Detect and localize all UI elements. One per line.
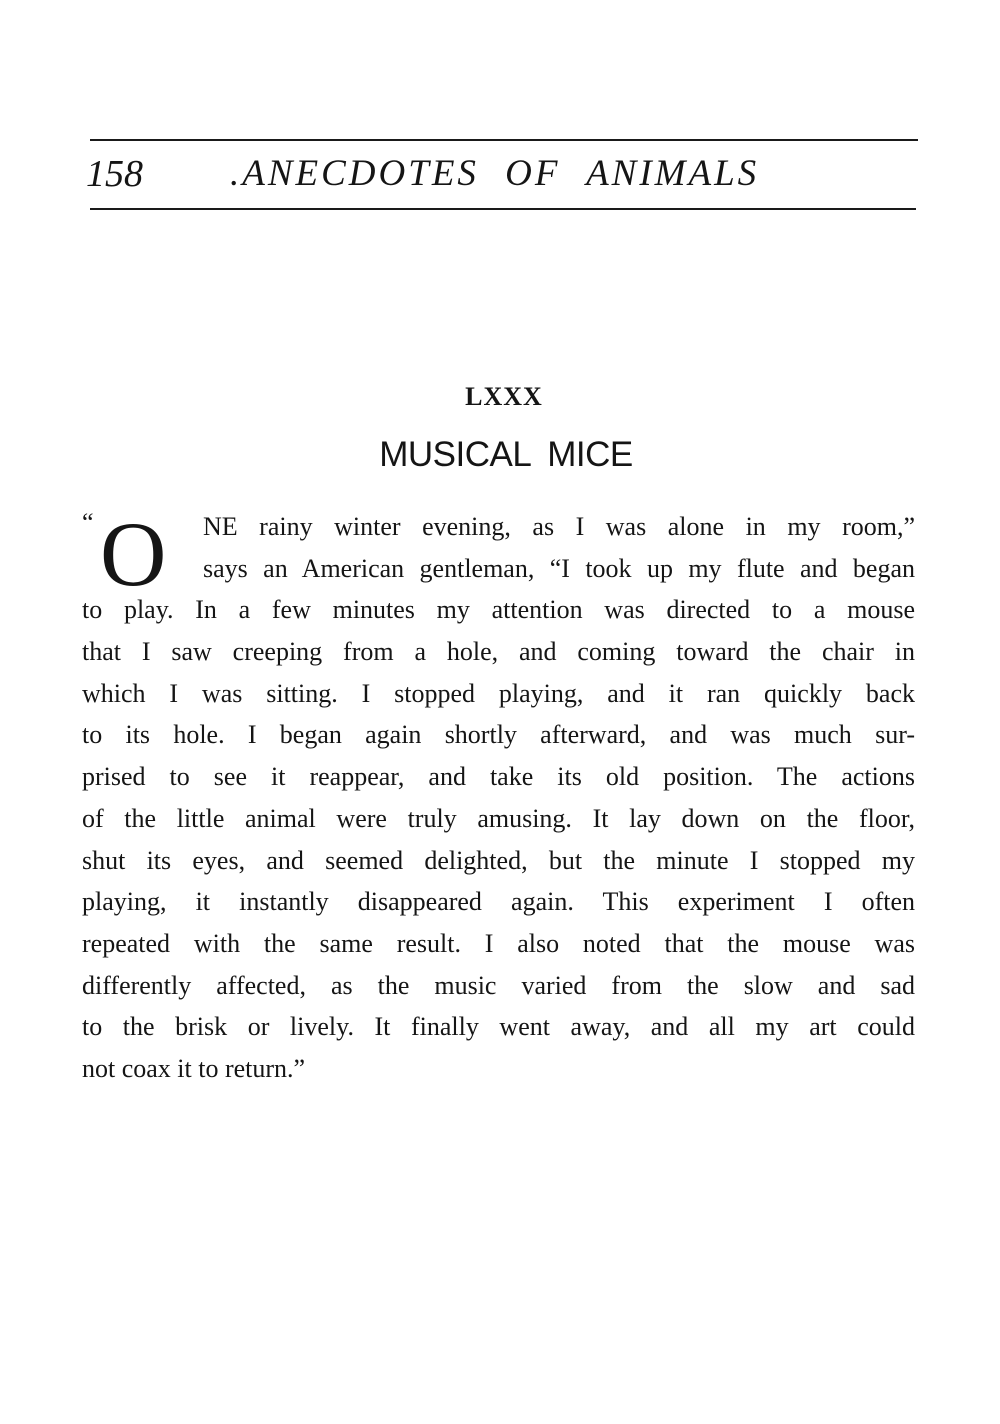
paragraph-line: to play. In a few minutes my attention was directed to a mouse [82, 595, 915, 625]
paragraph-line: differently affected, as the music varied from the slow and sad [82, 970, 915, 1000]
header-top-rule [90, 139, 918, 141]
paragraph-line: playing, it instantly disappeared again. This experiment I often [82, 887, 915, 917]
paragraph-line: repeated with the same result. I also noted that the mouse was [82, 928, 915, 958]
page-number: 158 [86, 153, 143, 195]
paragraph-line: says an American gentleman, “I took up my flute and began [203, 553, 915, 583]
paragraph-line: to its hole. I began again shortly afterward, and was much sur- [82, 720, 915, 750]
paragraph-line: to the brisk or lively. It finally went away, and all my art could [82, 1012, 915, 1042]
header-bottom-rule [90, 208, 916, 210]
paragraph-line: not coax it to return.” [82, 1053, 306, 1083]
chapter-number: LXXX [465, 382, 543, 411]
chapter-title: MUSICAL MICE [379, 435, 633, 474]
drop-cap-letter: O [100, 503, 167, 605]
paragraph-line: that I saw creeping from a hole, and coming toward the chair in [82, 637, 915, 667]
paragraph-line: which I was sitting. I stopped playing, and it ran quickly back [82, 678, 915, 708]
paragraph-line: of the little animal were truly amusing. It lay down on the floor, [82, 803, 915, 833]
paragraph-line: prised to see it reappear, and take its old position. The actions [82, 762, 915, 792]
paragraph-line: shut its eyes, and seemed delighted, but the minute I stopped my [82, 845, 915, 875]
running-title: .ANECDOTES OF ANIMALS [230, 153, 760, 194]
story-paragraph [82, 503, 915, 1090]
opening-quote-mark: “ [82, 508, 94, 537]
paragraph-line: NE rainy winter evening, as I was alone in my room,” [203, 512, 915, 541]
